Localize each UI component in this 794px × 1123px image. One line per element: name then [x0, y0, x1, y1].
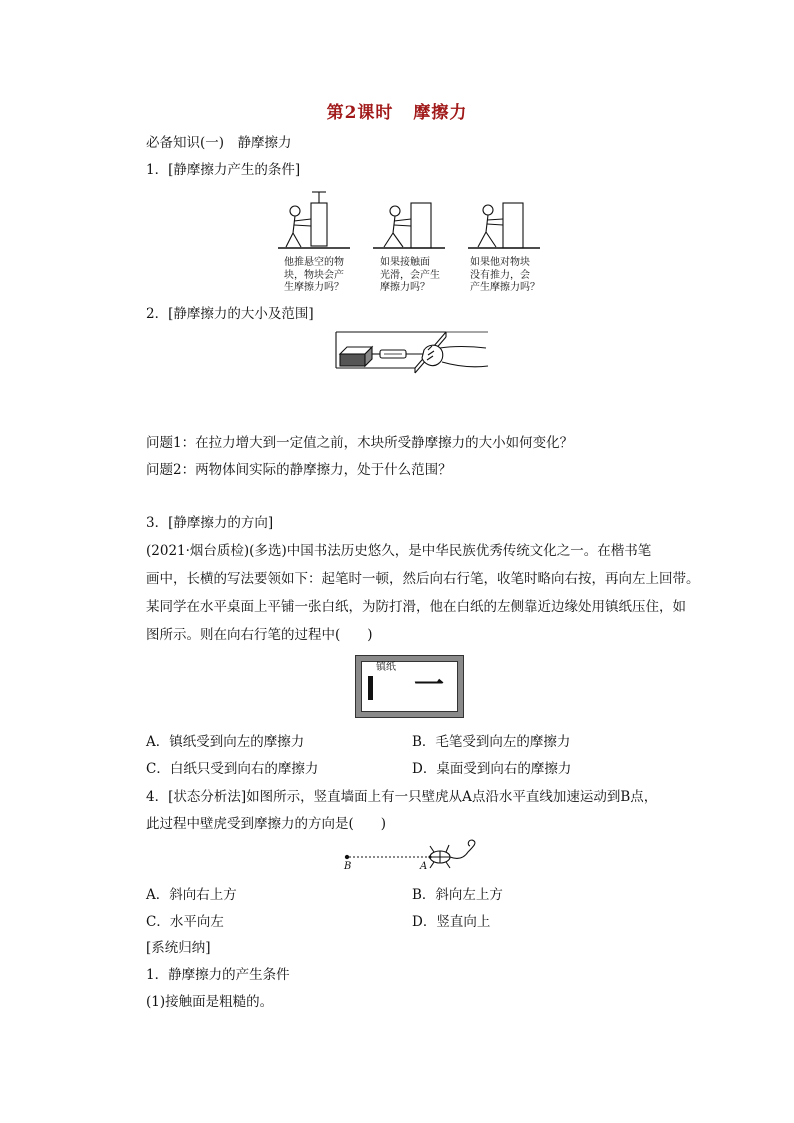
item-2-heading: 2．[静摩擦力的大小及范围] [146, 306, 314, 322]
item-4-paragraph-line-1: 4．[状态分析法]如图所示，竖直墙面上有一只壁虎从A点沿水平直线加速运动到B点， [146, 789, 658, 805]
item-3-option-c: C．白纸只受到向右的摩擦力 [146, 761, 319, 777]
section-heading: 必备知识(一) 静摩擦力 [146, 135, 292, 151]
summary-heading: [系统归纳] [146, 940, 211, 956]
paperweight-label: 镇纸 [376, 662, 396, 673]
summary-point-1-1: (1)接触面是粗糙的。 [146, 994, 274, 1010]
question-2: 问题2：两物体间实际的静摩擦力，处于什么范围？ [146, 462, 452, 478]
item-3-paragraph-line-2: 画中，长横的写法要领如下：起笔时一顿，然后向右行笔，收笔时略向右按，再向左上回带。 [146, 571, 700, 587]
item-4-option-c: C．水平向左 [146, 914, 224, 930]
lesson-topic: 摩擦力 [413, 103, 468, 123]
item-3-option-b: B．毛笔受到向左的摩擦力 [412, 734, 571, 750]
item-4-option-b: B．斜向左上方 [412, 887, 503, 903]
caption-panel-2: 如果接触面 光滑，会产生 摩擦力吗？ [380, 257, 440, 293]
item-3-paragraph-line-4: 图所示。则在向右行笔的过程中( ) [146, 627, 373, 643]
point-b-label: B [344, 861, 352, 872]
item-4-option-d: D．竖直向上 [412, 914, 491, 930]
brush-stroke: 一 [414, 668, 444, 703]
question-1: 问题1：在拉力增大到一定值之前，木块所受静摩擦力的大小如何变化？ [146, 435, 574, 451]
item-3-option-a: A．镇纸受到向左的摩擦力 [146, 734, 305, 750]
item-3-paragraph-line-3: 某同学在水平桌面上平铺一张白纸，为防打滑，他在白纸的左侧靠近边缘处用镇纸压住，如 [146, 599, 686, 615]
item-3-paragraph-line-1: (2021·烟台质检)(多选)中国书法历史悠久，是中华民族优秀传统文化之一。在楷书笔 [146, 543, 652, 559]
summary-point-1: 1．静摩擦力的产生条件 [146, 967, 290, 983]
caption-panel-1: 他推悬空的物 块，物块会产 生摩擦力吗？ [284, 257, 344, 293]
item-4-paragraph-line-2: 此过程中壁虎受到摩擦力的方向是( ) [146, 816, 387, 832]
item-3-heading: 3．[静摩擦力的方向] [146, 515, 274, 531]
point-a-label: A [420, 861, 428, 872]
item-3-option-d: D．桌面受到向右的摩擦力 [412, 761, 572, 777]
item-4-option-a: A．斜向右上方 [146, 887, 237, 903]
lesson-number: 第2课时 [326, 103, 394, 123]
item-1-heading: 1．[静摩擦力产生的条件] [146, 162, 301, 178]
caption-panel-3: 如果他对物块 没有推力，会 产生摩擦力吗？ [470, 257, 540, 293]
